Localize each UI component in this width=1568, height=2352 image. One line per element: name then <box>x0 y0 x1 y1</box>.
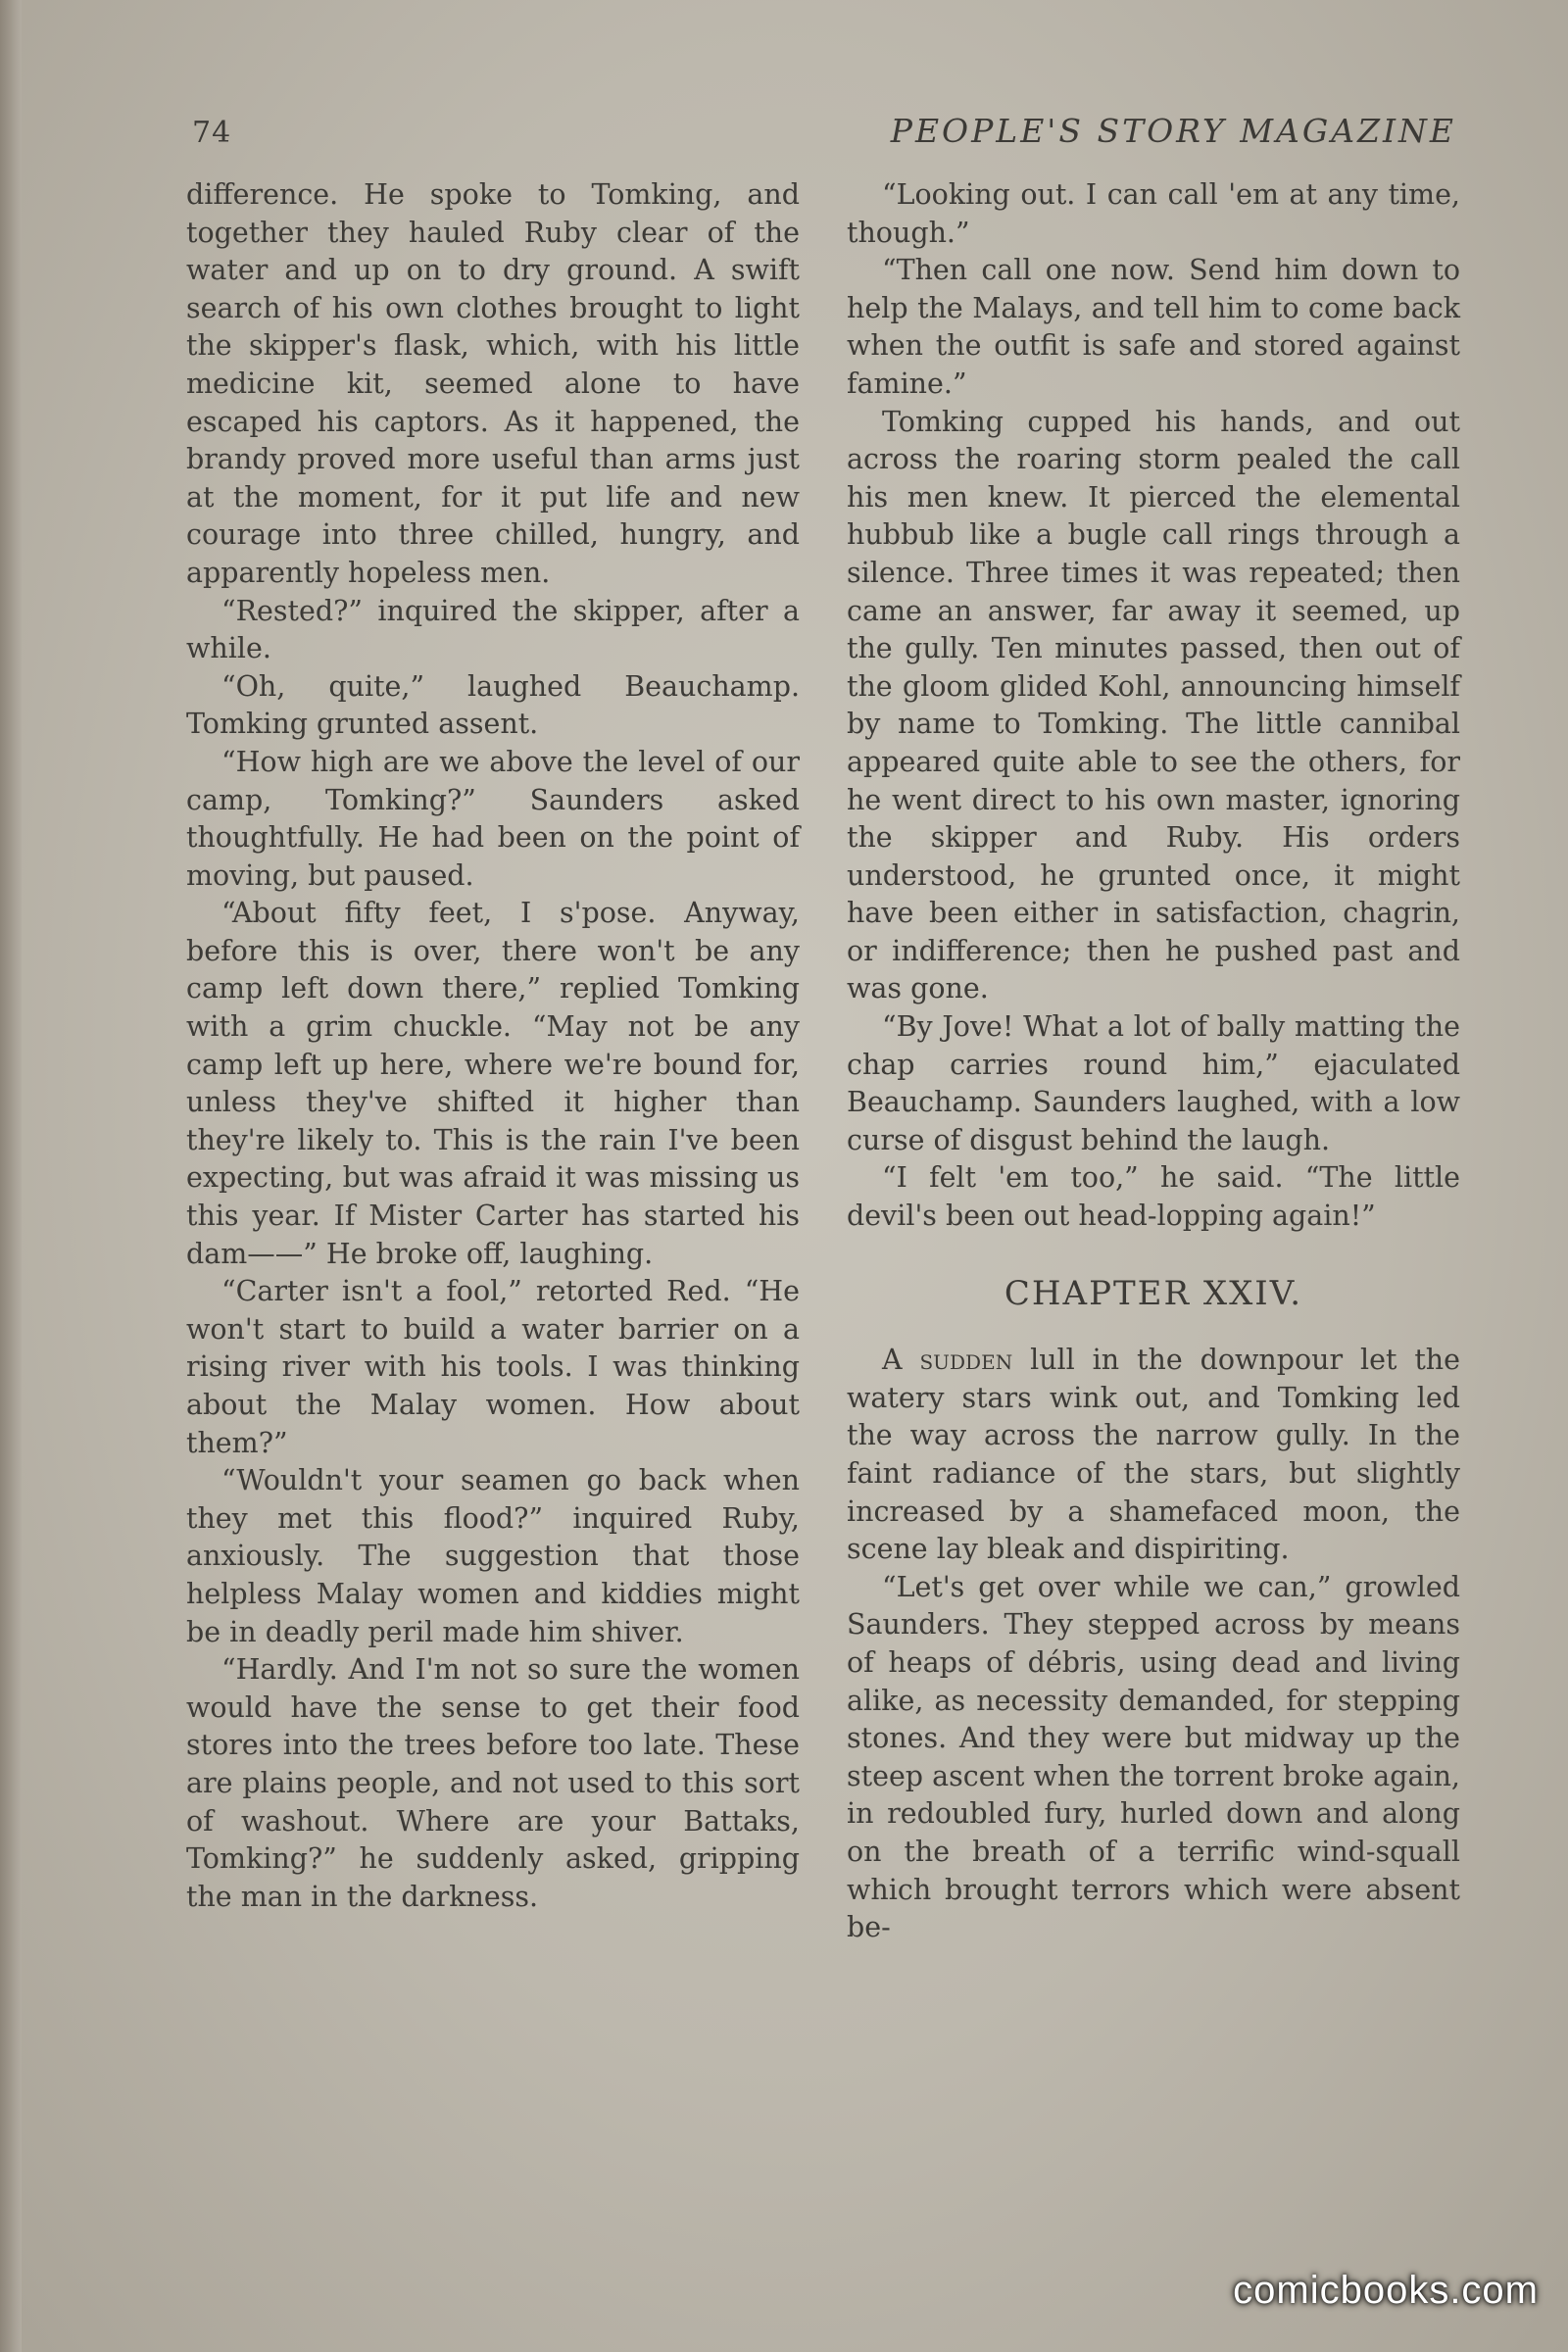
chapter-opening-text: lull in the downpour let the watery stars wink out, and Tomking led the way across the narrow gully. In the faint radiance of the stars, but slightly increased by a shamefaced moon, the scene lay bleak and dispiriting. <box>847 1344 1461 1566</box>
chapter-heading: CHAPTER XXIV. <box>1004 1273 1303 1313</box>
paragraph: “Let's get over while we can,” growled Saunders. They stepped across by means of heaps of débris, using dead and living alike, as necessity demanded, for stepping stones. And they were but midway up the steep ascent when the torrent broke again, in redoubled fury, hurled down and along on the breath of a terrific wind-squall which brought terrors which were absent be- <box>847 1570 1460 1944</box>
left-column <box>186 176 800 1916</box>
paragraph: “About fifty feet, I s'pose. Anyway, before this is over, there won't be any camp left down there,” replied Tomking with a grim chuckle. “May not be any camp left up here, where we're bound for, unless they've shifted it higher than they're likely to. This is the rain I've been expecting, but was afraid it was missing us this year. If Mister Carter has started his dam——” He broke off, laughing. <box>186 897 800 1270</box>
right-column <box>847 176 1460 1947</box>
paragraph: “Wouldn't your seamen go back when they met this flood?” inquired Ruby, anxiously. The suggestion that those helpless Malay women and kiddies might be in deadly peril made him shiver. <box>186 1464 800 1648</box>
page-number: 74 <box>192 116 232 150</box>
paragraph: “Hardly. And I'm not so sure the women would have the sense to get their food stores into the trees before too late. These are plains people, and not used to this sort of washout. Where are your Battaks, Tomking?” he suddenly asked, gripping the man in the darkness. <box>186 1653 800 1913</box>
paragraph: “Rested?” inquired the skipper, after a while. <box>186 594 800 665</box>
paragraph: Tomking cupped his hands, and out across the roaring storm pealed the call his men knew. It pierced the elemental hubbub like a bugle call rings through a silence. Three times it was repeated; then came an answer, far away it seemed, up the gully. Ten minutes passed, then out of the gloom glided Kohl, announcing himself by name to Tomking. The little cannibal appeared quite able to see the others, for he went direct to his own master, ignoring the skipper and Ruby. His orders understood, he grunted once, it might have been either in satisfaction, chagrin, or indifference; then he pushed past and was gone. <box>847 405 1460 1005</box>
paragraph: “Carter isn't a fool,” retorted Red. “He won't start to build a water barrier on a rising river with his tools. I was thinking about the Malay women. How about them?” <box>186 1275 800 1459</box>
running-head: PEOPLE'S STORY MAGAZINE <box>890 112 1456 150</box>
paragraph: “Looking out. I can call 'em at any time, though.” <box>847 178 1460 249</box>
paragraph: “Then call one now. Send him down to help the Malays, and tell him to come back when the outfit is safe and stored against famine.” <box>847 254 1460 400</box>
paragraph: difference. He spoke to Tomking, and together they hauled Ruby clear of the water and up on to dry ground. A swift search of his own clothes brought to light the skipper's flask, which, with his little medicine kit, seemed alone to have escaped his captors. As it happened, the brandy proved more useful than arms just at the moment, for it put life and new courage into three chilled, hungry, and apparently hopeless men. <box>186 178 800 589</box>
chapter-opening-paragraph <box>847 1342 1460 1569</box>
chapter-lead-word: A sudden <box>882 1344 1013 1377</box>
paragraph: “How high are we above the level of our camp, Tomking?” Saunders asked thoughtfully. He had been on the point of moving, but paused. <box>186 745 800 892</box>
paragraph: “I felt 'em too,” he said. “The little devil's been out head-lopping again!” <box>847 1161 1460 1233</box>
paragraph: “Oh, quite,” laughed Beauchamp. Tomking grunted assent. <box>186 669 800 741</box>
page-header <box>192 112 1456 165</box>
page-spine-shadow <box>0 0 22 2352</box>
paragraph: “By Jove! What a lot of bally matting the chap carries round him,” ejaculated Beauchamp. Saunders laughed, with a low curse of disgust behind the laugh. <box>847 1010 1460 1156</box>
watermark-logo: comicbooks.com <box>1233 2269 1539 2312</box>
